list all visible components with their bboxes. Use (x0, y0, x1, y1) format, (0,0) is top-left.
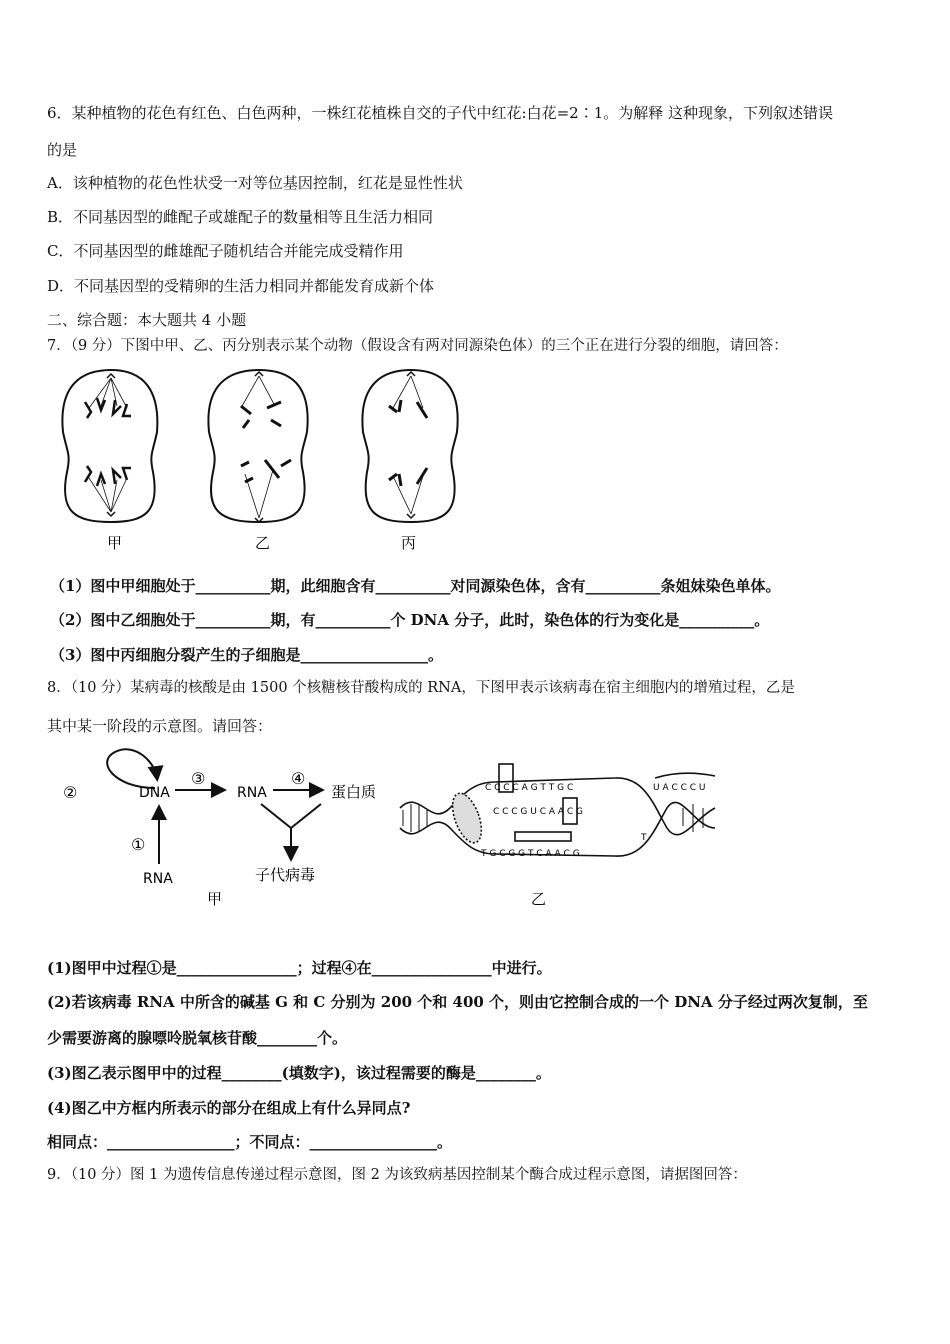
q7-sub3: （3）图中丙细胞分裂产生的子细胞是_________________。 (50, 646, 443, 664)
q6-option-c: C．不同基因型的雌雄配子随机结合并能完成受精作用 (47, 242, 404, 260)
num-4: ④ (291, 769, 306, 788)
cell-jia (62, 370, 157, 522)
q6-option-b: B．不同基因型的雌配子或雄配子的数量相等且生活力相同 (47, 208, 434, 226)
bottom-sequence: T G C G G T C A A C G (481, 849, 580, 859)
q8-sub4b: 相同点：_________________；不同点：_________________。 (47, 1133, 453, 1151)
q8-sub4: (4)图乙中方框内所表示的部分在组成上有什么异同点? (47, 1099, 411, 1117)
label-bing: 丙 (401, 534, 417, 552)
q6-line2: 的是 (47, 141, 78, 159)
cell-bing (362, 370, 457, 522)
label-jia: 甲 (107, 534, 123, 552)
label-rna-bottom: RNA (143, 871, 173, 887)
q6-option-d: D．不同基因型的受精卵的生活力相同并都能发育成新个体 (47, 277, 435, 295)
label-dna: DNA (139, 785, 170, 801)
virus-replication-diagram (55, 742, 735, 912)
q8-stem2: 其中某一阶段的示意图。请回答： (47, 717, 273, 735)
mid-sequence: C C C G U C A A C G (493, 807, 584, 817)
t-mark: T (641, 833, 647, 843)
q7-stem: 7．（9 分）下图中甲、乙、丙分别表示某个动物（假设含有两对同源染色体）的三个正在进行分裂的细胞，请回答： (47, 338, 788, 354)
section-heading: 二、综合题：本大题共 4 小题 (47, 311, 247, 329)
tail-sequence: U A C C C U (653, 783, 706, 793)
q8-sub2b: 少需要游离的腺嘌呤脱氧核苷酸________个。 (47, 1029, 348, 1047)
cell-yi (208, 370, 307, 522)
label-rna-top: RNA (237, 785, 267, 801)
q6-line1: 6．某种植物的花色有红色、白色两种，一株红花植株自交的子代中红花:白花=2∶1。为解释 这种现象，下列叙述错误 (47, 104, 834, 122)
q8-stem1: 8．（10 分）某病毒的核酸是由 1500 个核糖核苷酸构成的 RNA，下图甲表示该病毒在宿主细胞内的增殖过程，乙是 (47, 680, 795, 696)
q8-sub1: (1)图甲中过程①是________________；过程④在________________中进行。 (47, 959, 552, 977)
num-1: ① (131, 835, 146, 854)
q8-sub2a: (2)若该病毒 RNA 中所含的碱基 G 和 C 分别为 200 个和 400 个，则由它控制合成的一个 DNA 分子经过两次复制，至 (47, 993, 868, 1011)
label-yi-fig: 乙 (531, 890, 547, 908)
label-jia-fig: 甲 (207, 890, 223, 908)
q7-sub2: （2）图中乙细胞处于__________期，有__________个 DNA 分子，此时，染色体的行为变化是__________。 (50, 611, 770, 629)
q8-sub3: (3)图乙表示图甲中的过程________(填数字)，该过程需要的酶是________。 (47, 1064, 551, 1082)
top-sequence: C C C C A G T T G C (485, 783, 574, 793)
q7-sub1: （1）图中甲细胞处于__________期，此细胞含有__________对同源染色体，含有__________条姐妹染色单体。 (50, 577, 781, 595)
label-progeny: 子代病毒 (255, 866, 316, 884)
q9-stem: 9．（10 分）图 1 为遗传信息传递过程示意图，图 2 为该致病基因控制某个酶合成过程示意图，请据图回答： (47, 1167, 747, 1183)
label-protein: 蛋白质 (331, 783, 377, 801)
cell-division-figure (45, 362, 475, 562)
num-3: ③ (191, 769, 206, 788)
label-yi: 乙 (255, 534, 271, 552)
num-2: ② (63, 783, 78, 802)
q6-option-a: A．该种植物的花色性状受一对等位基因控制，红花是显性性状 (47, 174, 463, 192)
